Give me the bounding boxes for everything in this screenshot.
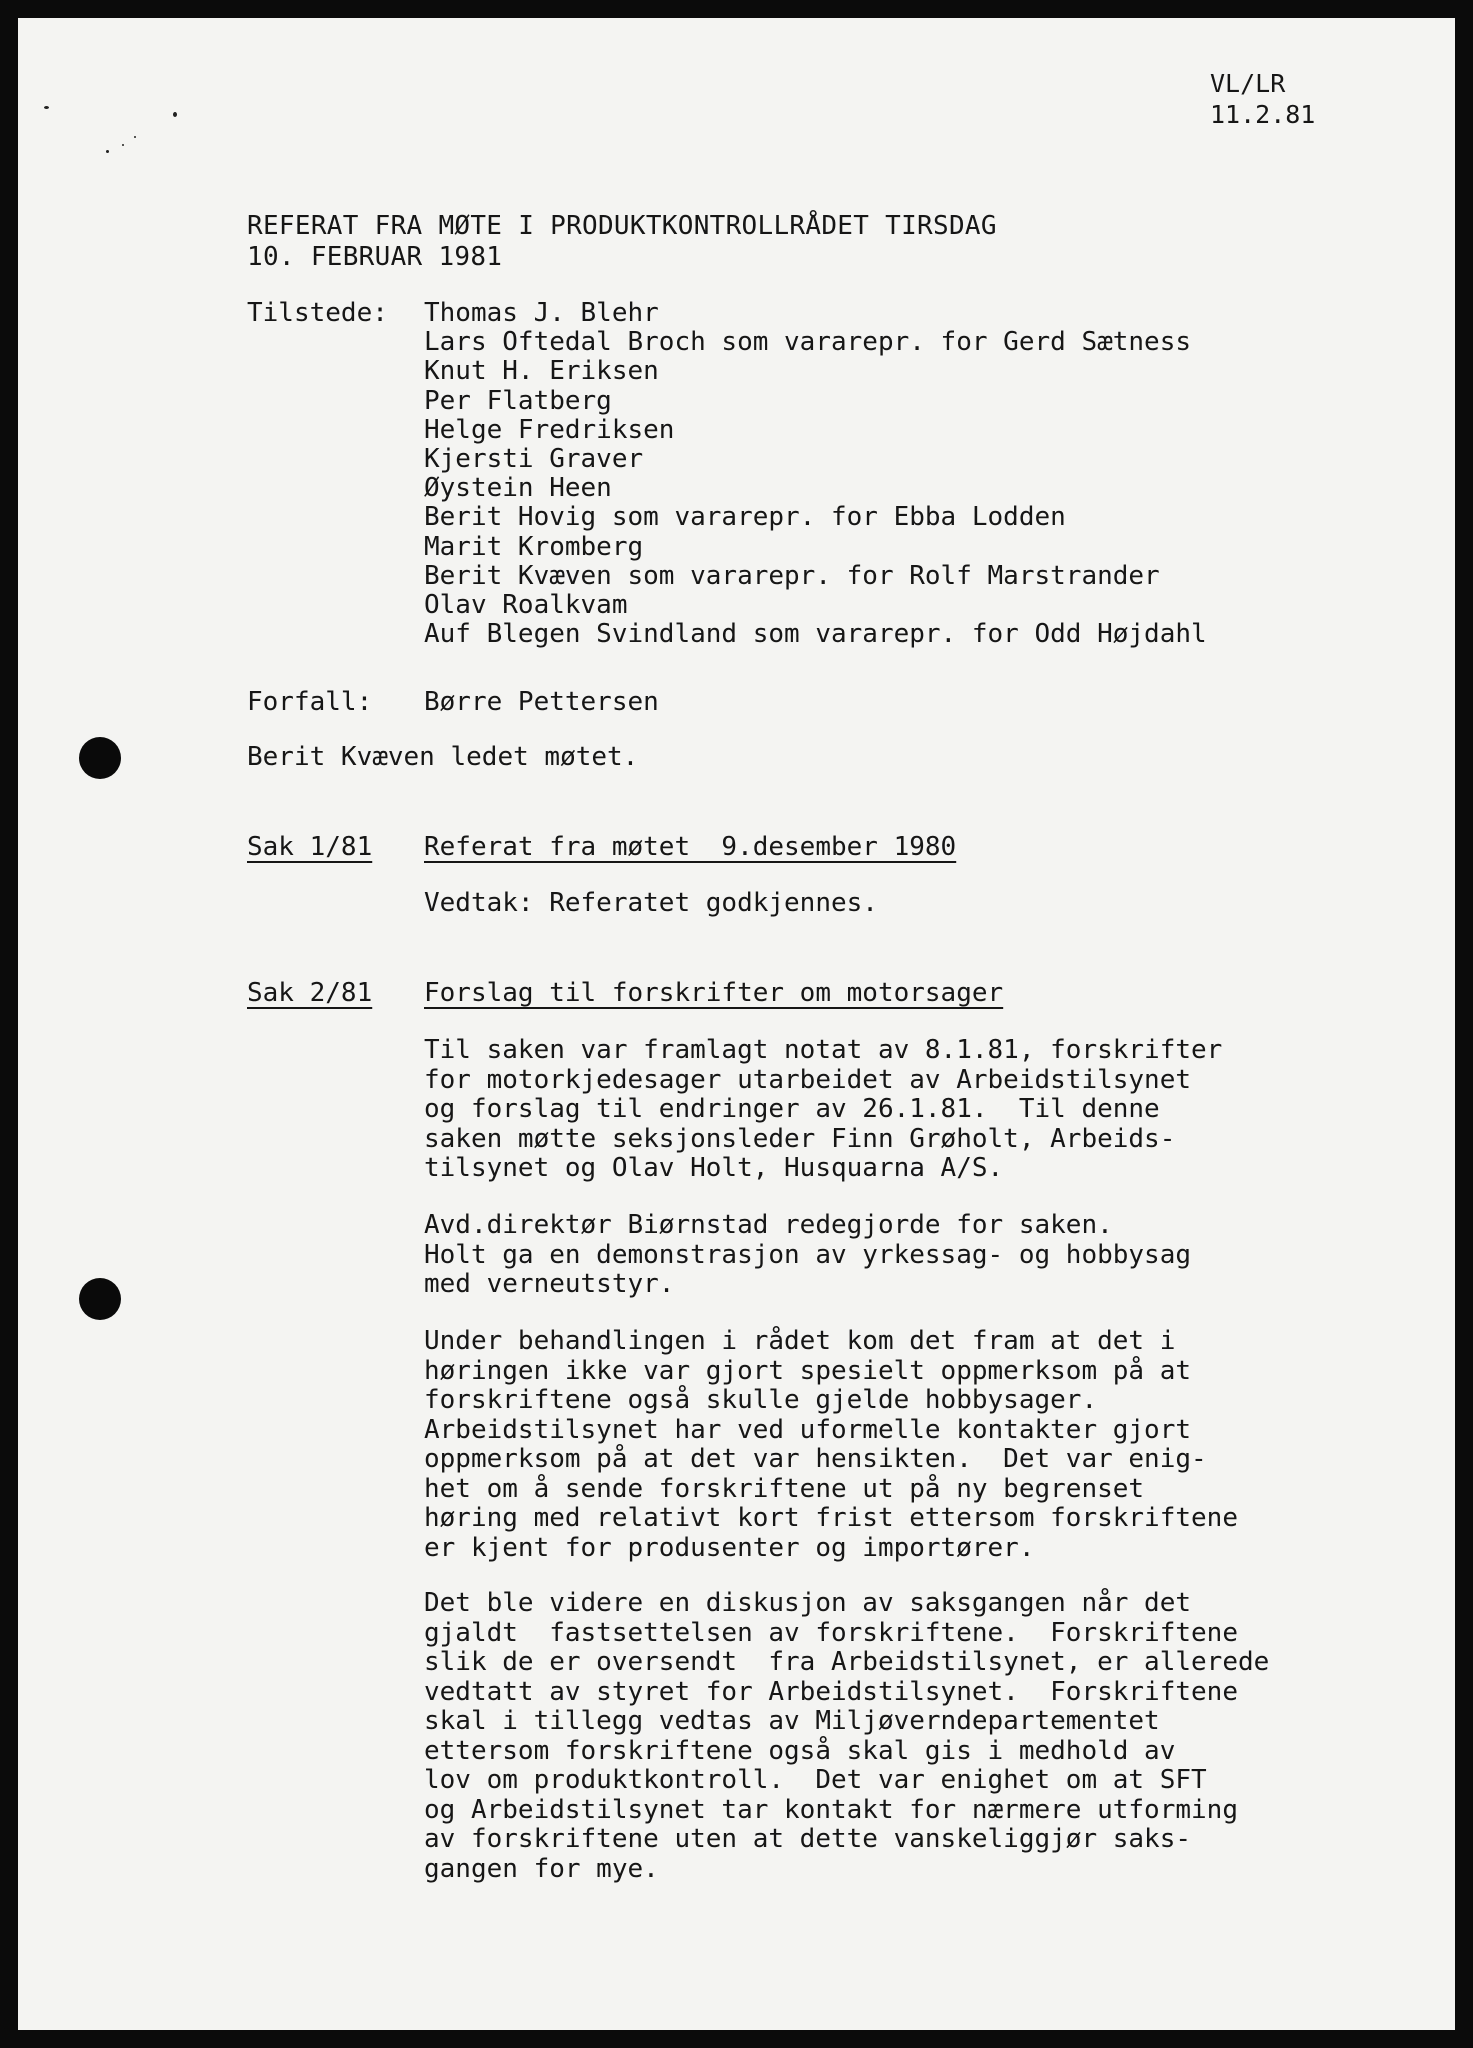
reference-date: 11.2.81 xyxy=(1210,100,1316,129)
scan-speck xyxy=(44,106,49,109)
present-name: Øystein Heen xyxy=(424,473,612,504)
present-name: Marit Kromberg xyxy=(424,531,644,562)
text-line: saken møtte seksjonsleder Finn Grøholt, Arbeids- xyxy=(424,1123,1176,1154)
scan-speck xyxy=(122,144,124,146)
absent-label: Forfall: xyxy=(247,687,373,717)
text-line: tilsynet og Olav Holt, Husquarna A/S. xyxy=(424,1153,1004,1183)
sak2-number: Sak 2/81 xyxy=(247,978,373,1008)
text-line: Arbeidstilsynet har ved uformelle kontakter gjort xyxy=(424,1414,1192,1445)
scan-speck xyxy=(173,112,177,117)
text-line: av forskriftene uten at dette vanskeliggjør saks- xyxy=(424,1824,1192,1854)
text-line: gjaldt fastsettelsen av forskriftene. Forskriftene xyxy=(424,1617,1238,1648)
text-line: oppmerksom på at det var hensikten. Det var enig- xyxy=(424,1444,1207,1474)
text-line: het om å sende forskriftene ut på ny begrenset xyxy=(424,1473,1145,1504)
title-line-2: 10. FEBRUAR 1981 xyxy=(247,242,503,272)
document-page xyxy=(18,18,1455,2030)
text-line: og forslag til endringer av 26.1.81. Til denne xyxy=(424,1094,1160,1124)
present-name: Auf Blegen Svindland som vararepr. for Odd Højdahl xyxy=(424,619,1207,650)
sak2-paragraph-1 xyxy=(424,1036,1222,1184)
sak1-title: Referat fra møtet 9.desember 1980 xyxy=(424,832,957,862)
sak2-paragraph-3 xyxy=(424,1327,1238,1563)
chair-note: Berit Kvæven ledet møtet. xyxy=(247,742,639,772)
text-line: med verneutstyr. xyxy=(424,1269,675,1299)
present-name: Knut H. Eriksen xyxy=(424,356,659,387)
text-line: Holt ga en demonstrasjon av yrkessag- og hobbysag xyxy=(424,1239,1192,1270)
text-line: Avd.direktør Biørnstad redegjorde for saken. xyxy=(424,1210,1113,1240)
text-line: for motorkjedesager utarbeidet av Arbeidstilsynet xyxy=(424,1064,1192,1095)
reference-block xyxy=(1210,68,1315,130)
present-name: Berit Hovig som vararepr. for Ebba Lodden xyxy=(424,502,1066,533)
present-name: Lars Oftedal Broch som vararepr. for Gerd Sætness xyxy=(424,327,1192,358)
present-name: Thomas J. Blehr xyxy=(424,298,659,328)
text-line: skal i tillegg vedtas av Miljøverndepartementet xyxy=(424,1706,1160,1736)
text-line: Til saken var framlagt notat av 8.1.81, forskrifter xyxy=(424,1035,1223,1065)
sak2-paragraph-2 xyxy=(424,1211,1191,1300)
present-name: Berit Kvæven som vararepr. for Rolf Marstrander xyxy=(424,560,1160,591)
scan-speck xyxy=(106,150,109,153)
text-line: gangen for mye. xyxy=(424,1853,659,1884)
sak1-number: Sak 1/81 xyxy=(247,832,373,862)
scan-speck xyxy=(134,136,136,138)
title-line-1: REFERAT FRA MØTE I PRODUKTKONTROLLRÅDET TIRSDAG xyxy=(247,211,997,241)
text-line: er kjent for produsenter og importører. xyxy=(424,1532,1035,1563)
punch-hole xyxy=(79,737,121,779)
sak1-decision: Vedtak: Referatet godkjennes. xyxy=(424,888,878,918)
text-line: høringen ikke var gjort spesielt oppmerksom på at xyxy=(424,1355,1192,1386)
text-line: Det ble videre en diskusjon av saksgangen når det xyxy=(424,1588,1192,1618)
present-list xyxy=(424,299,1207,649)
document-title xyxy=(247,211,997,273)
text-line: ettersom forskriftene også skal gis i medhold av xyxy=(424,1735,1176,1766)
absent-name: Børre Pettersen xyxy=(424,687,659,717)
present-name: Olav Roalkvam xyxy=(424,590,628,621)
present-name: Helge Fredriksen xyxy=(424,414,675,445)
text-line: Under behandlingen i rådet kom det fram at det i xyxy=(424,1326,1176,1356)
sak2-paragraph-4 xyxy=(424,1589,1269,1884)
text-line: og Arbeidstilsynet tar kontakt for nærmere utforming xyxy=(424,1794,1238,1825)
present-label: Tilstede: xyxy=(247,298,388,328)
text-line: forskriftene også skulle gjelde hobbysager. xyxy=(424,1385,1098,1415)
sak2-title: Forslag til forskrifter om motorsager xyxy=(424,978,1004,1008)
reference-initials: VL/LR xyxy=(1210,69,1286,98)
text-line: vedtatt av styret for Arbeidstilsynet. Forskriftene xyxy=(424,1676,1238,1707)
punch-hole xyxy=(79,1278,121,1320)
text-line: lov om produktkontroll. Det var enighet om at SFT xyxy=(424,1765,1207,1795)
present-name: Kjersti Graver xyxy=(424,444,644,475)
text-line: høring med relativt kort frist ettersom forskriftene xyxy=(424,1503,1238,1533)
present-name: Per Flatberg xyxy=(424,385,612,416)
text-line: slik de er oversendt fra Arbeidstilsynet, er allerede xyxy=(424,1647,1270,1677)
